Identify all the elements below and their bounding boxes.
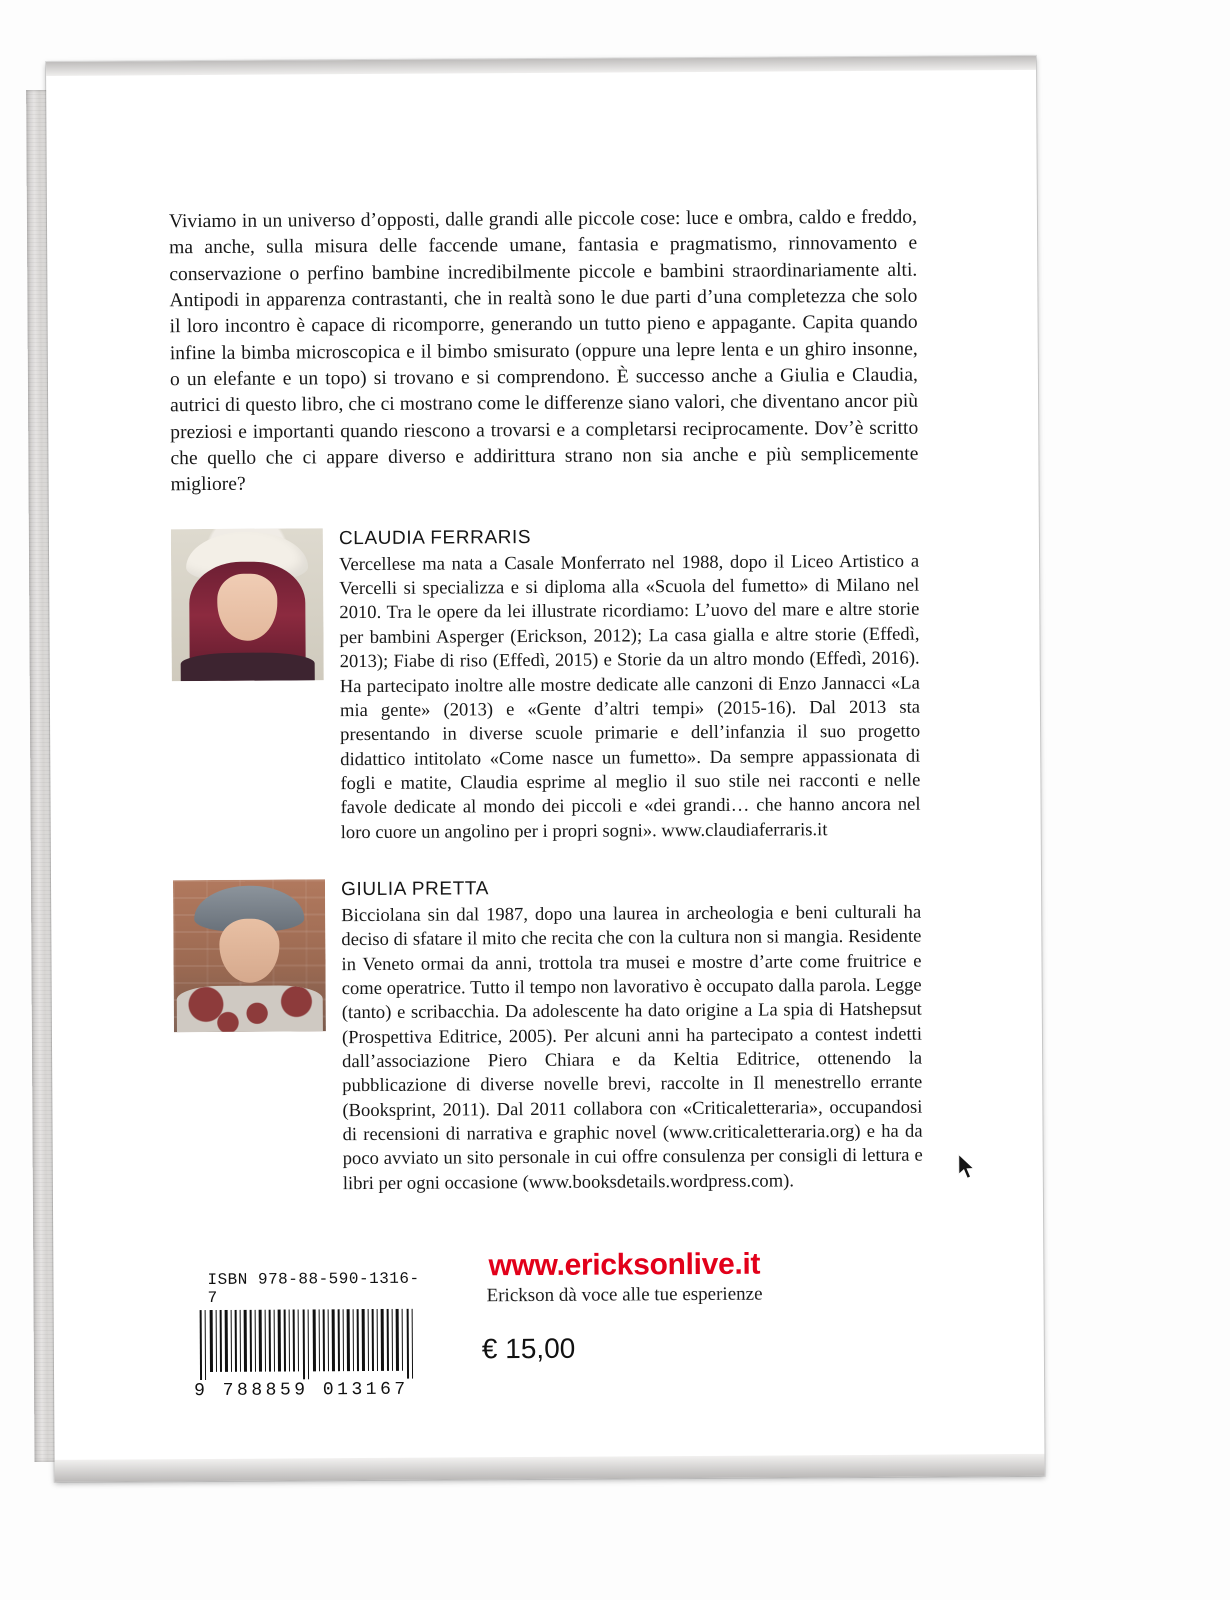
author-name-claudia: CLAUDIA FERRARIS bbox=[338, 526, 532, 549]
cover-content bbox=[169, 205, 924, 1310]
book-back-cover bbox=[38, 56, 1047, 1482]
barcode-digits: 9 788859 013167 bbox=[194, 1379, 409, 1402]
blurb-paragraph: Viviamo in un universo d’opposti, dalle grandi alle piccole cose: luce e ombra, caldo e freddo, ma anche, sulla misura delle faccende umane, fantasia e pragmatismo, rinnovamento e conservazione o perfino bambine incredibilmente piccole e bambini straordinariamente alti. Antipodi in apparenza contrastanti, che in realtà sono le due parti d’una completezza che solo il loro incontro è capace di ricomporre, generando un tutto pieno e appagante. Capita quando infine la bimba microscopica e il bimbo smisurato (oppure una lepre lenta e un ghiro insonne, o un elefante e un topo) si trovano e si comprendono. È successo anche a Giulia e Claudia, autrici di questo libro, che ci mostrano come le differenze siano valori, che diventano ancor più preziosi e importanti quando riescono a trovarsi e a completarsi reciprocamente. Dov’è scritto che quello che ci appare diverso e addirittura strano non sia anche e più semplicemente migliore? bbox=[168, 206, 919, 496]
author-bio-giulia: Bicciolana sin dal 1987, dopo una laurea in archeologia e beni culturali ha deciso di sfatare il mito che recita che con la cultura non si mangia. Residente in Veneto ormai da anni, trottola tra musei e mostre d’arte come fruitrice e come operatrice. Tutto il tempo non lavorativo è occupato dalla parola. Legge (tanto) e scribacchia. Da adolescente ha dato origine a La spia di Hatshepsut (Prospettiva Editrice, 2005). Per alcuni anni ha partecipato a contest indetti dall’associazione Piero Chiara e da Keltia Editrice, ottenendo la pubblicazione di diverse novelle brevi, raccolte in Il menestrello errante (Booksprint, 2011). Dal 2011 collabora con «Criticaletteraria», occupandosi di recensioni di narrativa e graphic novel (www.criticaletteraria.org) e ha da poco avviato un sito personale in cui offre consulenza per consigli di lettura e libri per ogni occasione (www.booksdetails.wordpress.com). bbox=[341, 901, 923, 1194]
isbn-label: ISBN 978-88-590-1316-7 bbox=[207, 1269, 420, 1307]
author-block-claudia-ferraris bbox=[171, 524, 921, 846]
author-name-giulia: GIULIA PRETTA bbox=[340, 878, 489, 901]
claudia-ferraris-photo bbox=[171, 528, 324, 681]
publisher-tagline: Erickson dà voce alle tue esperienze bbox=[486, 1283, 763, 1307]
author-text-claudia bbox=[339, 524, 921, 845]
author-block-giulia-pretta bbox=[173, 876, 923, 1198]
mouse-cursor-icon bbox=[959, 1154, 977, 1180]
barcode-icon bbox=[194, 1309, 424, 1380]
isbn-price-row bbox=[193, 1269, 575, 1401]
giulia-pretta-photo bbox=[173, 879, 326, 1032]
barcode-block bbox=[193, 1270, 424, 1401]
author-bio-claudia: Vercellese ma nata a Casale Monferrato nel 1988, dopo il Liceo Artistico a Vercelli si specializza e si diploma alla «Scuola del fumetto» di Milano nel 2010. Tra le opere da lei illustrate ricordiamo: L’uovo del mare e altre storie per bambini Asperger (Erickson, 2012); La casa gialla e altre storie (Effedì, 2013); Fiabe di riso (Effedì, 2015) e Storie da un altro mondo (Effedì, 2016). Ha partecipato inoltre alle mostre dedicate alle canzoni di Enzo Jannacci «La mia gente» (2013) e «Gente d’altri tempi» (2015-16). Dal 2013 sta presentando in diverse scuole primarie e dell’infanzia il suo progetto didattico intitolato «Come nasce un fumetto». Da sempre appassionata di fogli e matite, Claudia esprime al meglio il suo stile nei racconti e nelle favole dedicate al mondo dei piccoli e «dei grandi… che hanno ancora nel loro cuore un angolino per i propri sogni». www.claudiaferraris.it bbox=[339, 550, 921, 843]
cover-surface bbox=[46, 56, 1045, 1482]
author-text-giulia bbox=[341, 876, 923, 1197]
price-label: € 15,00 bbox=[481, 1332, 576, 1365]
publisher-website-link[interactable]: www.ericksonlive.it bbox=[488, 1247, 761, 1283]
